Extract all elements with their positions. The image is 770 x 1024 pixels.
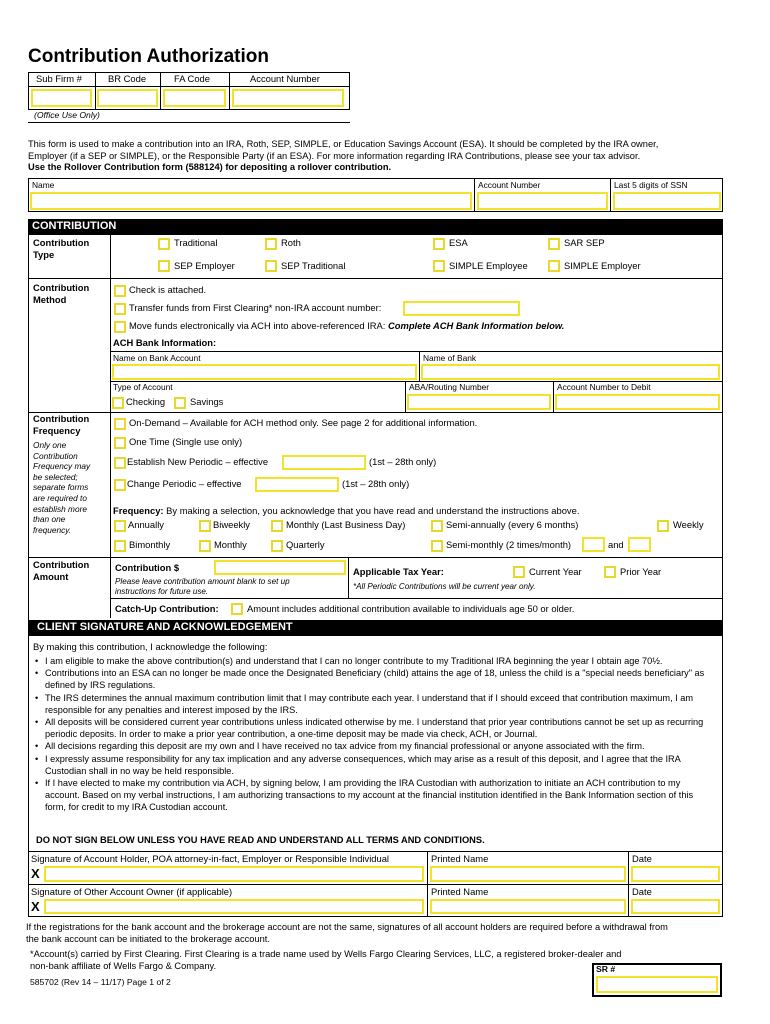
weekly-label: Weekly <box>673 519 704 530</box>
ssn-input[interactable] <box>613 192 721 210</box>
signature-2-field[interactable] <box>44 899 424 914</box>
sep-employer-label: SEP Employer <box>174 260 235 271</box>
aba-routing-label: ABA/Routing Number <box>409 382 490 392</box>
simple-employer-label: SIMPLE Employer <box>564 260 641 271</box>
sr-input[interactable] <box>596 976 718 993</box>
list-item: • All deposits will be considered current year contributions unless indicated otherwise by me. I understand that prior year contributions cannot be set up as recurring periodic deposits. In order to make a prior year contribution, a one-time deposit may be made via check, ACH, or Journal. <box>33 716 715 740</box>
bimonthly-label: Bimonthly <box>129 539 171 550</box>
date-2-label: Date <box>632 886 652 897</box>
semiannual-checkbox[interactable] <box>431 520 443 532</box>
on-demand-checkbox[interactable] <box>114 418 126 430</box>
contribution-method-label-1: Contribution <box>33 282 90 293</box>
account-number-label: Account Number <box>478 180 541 190</box>
acknowledge-lead: By making this contribution, I acknowledge the following: <box>33 641 268 652</box>
monthly-label: Monthly <box>214 539 247 550</box>
semimonthly-day2-input[interactable] <box>628 537 651 552</box>
savings-label: Savings <box>190 396 224 407</box>
catch-up-checkbox[interactable] <box>231 603 243 615</box>
checking-checkbox[interactable] <box>112 397 124 409</box>
check-attached-label: Check is attached. <box>129 284 207 295</box>
fa-code-input[interactable] <box>163 89 226 107</box>
quarterly-label: Quarterly <box>286 539 325 550</box>
transfer-funds-checkbox[interactable] <box>114 303 126 315</box>
simple-employee-label: SIMPLE Employee <box>449 260 528 271</box>
signature-2-label: Signature of Other Account Owner (if applicable) <box>31 886 233 897</box>
check-attached-checkbox[interactable] <box>114 285 126 297</box>
sar-sep-label: SAR SEP <box>564 237 605 248</box>
intro-line-2: Employer (if a SEP or SIMPLE), or the Responsible Party (if an ESA). For more information regarding IRA Contributions, please see your tax advisor. <box>28 151 641 161</box>
roth-label: Roth <box>281 237 301 248</box>
annually-checkbox[interactable] <box>114 520 126 532</box>
fa-code-header: FA Code <box>174 73 210 84</box>
on-demand-label: On-Demand – Available for ACH method only. See page 2 for additional information. <box>129 417 478 428</box>
simple-employee-checkbox[interactable] <box>433 260 445 272</box>
current-year-label: Current Year <box>529 566 582 577</box>
catch-up-label: Catch-Up Contribution: <box>115 603 219 614</box>
semiannual-label: Semi-annually (every 6 months) <box>446 519 579 530</box>
amount-note-1: Please leave contribution amount blank to set up <box>115 577 290 586</box>
contribution-header: CONTRIBUTION <box>32 220 117 232</box>
ach-bold-instruction: Complete ACH Bank Information below. <box>387 320 565 331</box>
sub-firm-input[interactable] <box>31 89 92 107</box>
footer-line-2: the bank account can be initiated to the brokerage account. <box>26 934 270 944</box>
page-title: Contribution Authorization <box>28 46 269 67</box>
change-periodic-label: Change Periodic – effective <box>127 478 242 489</box>
establish-periodic-checkbox[interactable] <box>114 457 126 469</box>
list-item: • I expressly assume responsibility for any tax implication and any adverse consequences, which may arise as a result of this deposit, and I agree that the IRA Custodian shall in no way be held responsible. <box>33 753 715 777</box>
printed-name-1-input[interactable] <box>430 866 626 882</box>
ach-label: Move funds electronically via ACH into above-referenced IRA: Complete ACH Bank Information below. <box>129 320 565 331</box>
signature-header: CLIENT SIGNATURE AND ACKNOWLEDGEMENT <box>37 621 293 633</box>
periodic-note: *All Periodic Contributions will be current year only. <box>353 582 536 591</box>
printed-name-2-label: Printed Name <box>431 886 489 897</box>
checking-label: Checking <box>126 396 166 407</box>
monthly-last-label: Monthly (Last Business Day) <box>286 519 406 530</box>
sar-sep-checkbox[interactable] <box>548 238 560 250</box>
transfer-account-input[interactable] <box>403 301 520 316</box>
list-item: • If I have elected to make my contribution via ACH, by signing below, I am providing the IRA Custodian with authorization to initiate an ACH contribution to my account. Based on my verbal instructions, I am authorizing transactions to my account at the financial institution identified in the Bank Information section of this form, for credit to my IRA Custodian account. <box>33 777 715 814</box>
roth-checkbox[interactable] <box>265 238 277 250</box>
contribution-frequency-label-1: Contribution <box>33 413 90 424</box>
date-1-input[interactable] <box>631 866 720 882</box>
contribution-type-label-2: Type <box>33 249 55 260</box>
monthly-checkbox[interactable] <box>199 540 211 552</box>
sep-traditional-label: SEP Traditional <box>281 260 346 271</box>
printed-name-2-input[interactable] <box>430 899 626 914</box>
bimonthly-checkbox[interactable] <box>114 540 126 552</box>
weekly-checkbox[interactable] <box>657 520 669 532</box>
acknowledgement-list <box>33 655 715 814</box>
contribution-amount-field-label: Contribution $ <box>115 562 180 573</box>
simple-employer-checkbox[interactable] <box>548 260 560 272</box>
intro-line-1: This form is used to make a contribution into an IRA, Roth, SEP, SIMPLE, or Education Savings Account (ESA). It should be completed by the IRA owner, <box>28 139 659 149</box>
contribution-header-bar <box>28 219 723 235</box>
name-of-bank-label: Name of Bank <box>423 353 477 363</box>
signature-1-field[interactable] <box>44 866 424 882</box>
one-time-label: One Time (Single use only) <box>129 436 243 447</box>
prior-year-label: Prior Year <box>620 566 662 577</box>
tax-year-label: Applicable Tax Year: <box>353 566 444 577</box>
sub-firm-header: Sub Firm # <box>36 73 82 84</box>
name-of-bank-input[interactable] <box>421 364 720 380</box>
establish-periodic-label: Establish New Periodic – effective <box>127 456 269 467</box>
biweekly-checkbox[interactable] <box>199 520 211 532</box>
amount-note-2: instructions for future use. <box>115 587 209 596</box>
ach-checkbox[interactable] <box>114 321 126 333</box>
account-to-debit-label: Account Number to Debit <box>557 382 651 392</box>
one-time-checkbox[interactable] <box>114 437 126 449</box>
contribution-amount-input[interactable] <box>214 560 346 575</box>
change-range: (1st – 28th only) <box>342 478 410 489</box>
list-item: • I am eligible to make the above contribution(s) and understand that I can no longer contribute to my Traditional IRA beginning the year I obtain age 70½. <box>33 655 715 667</box>
account-number-header: Account Number <box>250 73 320 84</box>
office-account-number-input[interactable] <box>232 89 344 107</box>
frequency-note: Only one Contribution Frequency may be selected; separate forms are required to establish more than one frequency. <box>33 440 91 535</box>
name-on-bank-account-label: Name on Bank Account <box>113 353 201 363</box>
establish-date-input[interactable] <box>282 455 366 470</box>
contribution-type-label-1: Contribution <box>33 237 90 248</box>
establish-range: (1st – 28th only) <box>369 456 437 467</box>
signature-1-x: X <box>31 866 40 881</box>
list-item: • All decisions regarding this deposit are my own and I have received no tax advice from my financial professional or anyone associated with the firm. <box>33 740 715 752</box>
esa-label: ESA <box>449 237 468 248</box>
date-2-input[interactable] <box>631 899 720 914</box>
signature-1-label: Signature of Account Holder, POA attorney-in-fact, Employer or Responsible Individual <box>31 853 390 864</box>
contribution-amount-label-1: Contribution <box>33 559 90 570</box>
contribution-method-label-2: Method <box>33 294 67 305</box>
traditional-label: Traditional <box>174 237 218 248</box>
intro-line-3: Use the Rollover Contribution form (588124) for depositing a rollover contribution. <box>28 162 392 172</box>
printed-name-1-label: Printed Name <box>431 853 489 864</box>
change-periodic-checkbox[interactable] <box>114 479 126 491</box>
current-year-checkbox[interactable] <box>513 566 525 578</box>
list-item: • The IRS determines the annual maximum contribution limit that I may contribute each year. I understand that if I should exceed that contribution maximum, I am responsible for any penalties and interest imposed by the IRS. <box>33 692 715 716</box>
biweekly-label: Biweekly <box>213 519 250 530</box>
traditional-checkbox[interactable] <box>158 238 170 250</box>
transfer-funds-label: Transfer funds from First Clearing* non-IRA account number: <box>129 302 382 313</box>
footer-line-1: If the registrations for the bank account and the brokerage account are not the same, signatures of all account holders are required before a withdrawal from <box>26 922 668 932</box>
name-label: Name <box>32 180 55 190</box>
footer-line-4: non-bank affiliate of Wells Fargo & Company. <box>30 961 217 971</box>
form-id: 585702 (Rev 14 – 11/17) Page 1 of 2 <box>30 977 171 987</box>
account-to-debit-input[interactable] <box>555 394 720 410</box>
change-date-input[interactable] <box>255 477 339 492</box>
and-label: and <box>608 539 624 550</box>
date-1-label: Date <box>632 853 652 864</box>
annually-label: Annually <box>128 519 164 530</box>
ach-bank-header: ACH Bank Information: <box>113 337 217 348</box>
sep-traditional-checkbox[interactable] <box>265 260 277 272</box>
type-of-account-label: Type of Account <box>113 382 173 392</box>
contribution-frequency-label-2: Frequency <box>33 425 81 436</box>
sep-employer-checkbox[interactable] <box>158 260 170 272</box>
sr-label: SR # <box>596 964 616 974</box>
contribution-amount-label-2: Amount <box>33 571 69 582</box>
signature-header-bar <box>28 620 723 636</box>
signature-2-x: X <box>31 899 40 914</box>
quarterly-checkbox[interactable] <box>271 540 283 552</box>
br-code-input[interactable] <box>97 89 158 107</box>
br-code-header: BR Code <box>108 73 147 84</box>
semimonthly-day1-input[interactable] <box>582 537 605 552</box>
monthly-last-checkbox[interactable] <box>271 520 283 532</box>
account-number-input[interactable] <box>477 192 608 210</box>
footer-line-3: *Account(s) carried by First Clearing. First Clearing is a trade name used by Wells Fargo Clearing Services, LLC, a registered broker-dealer and <box>30 949 622 959</box>
list-item: • Contributions into an ESA can no longer be made once the Designated Beneficiary (child) attains the age of 18, unless the child is a "special needs beneficiary" as defined by IRS regulations. <box>33 667 715 691</box>
aba-routing-input[interactable] <box>407 394 551 410</box>
catch-up-text: Amount includes additional contribution available to individuals age 50 or older. <box>247 603 575 614</box>
prior-year-checkbox[interactable] <box>604 566 616 578</box>
name-on-bank-account-input[interactable] <box>112 364 417 380</box>
office-use-note: (Office Use Only) <box>34 110 100 120</box>
name-input[interactable] <box>30 192 472 210</box>
savings-checkbox[interactable] <box>174 397 186 409</box>
do-not-sign-warning: DO NOT SIGN BELOW UNLESS YOU HAVE READ AND UNDERSTAND ALL TERMS AND CONDITIONS. <box>36 835 485 845</box>
ssn-label: Last 5 digits of SSN <box>614 180 688 190</box>
esa-checkbox[interactable] <box>433 238 445 250</box>
frequency-instruction: Frequency: By making a selection, you acknowledge that you have read and understand the instructions above. <box>113 505 580 516</box>
semimonthly-checkbox[interactable] <box>431 540 443 552</box>
semimonthly-label: Semi-monthly (2 times/month) <box>446 539 572 550</box>
